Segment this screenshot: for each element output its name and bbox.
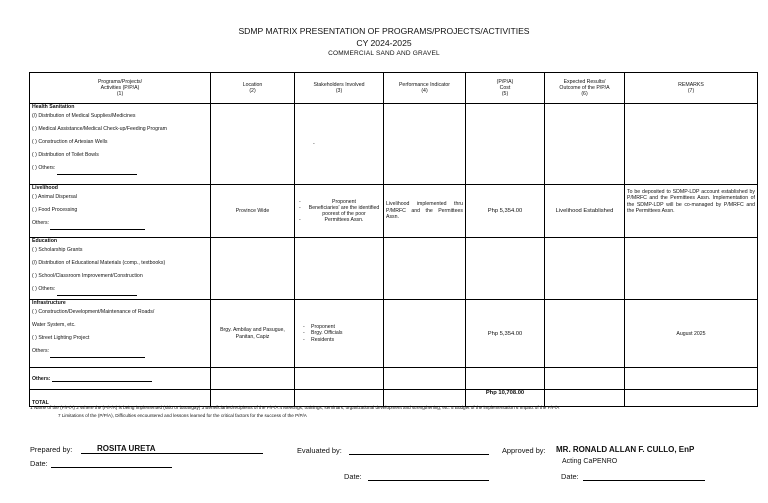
approved-date-label: Date: (561, 472, 579, 481)
list-item: (/) Distribution of Medical Supplies/Medicines (32, 113, 136, 119)
footnote-line-1: 1 Name of the (P/P/A) 2 Where the (P/P/A) is being implemented (sitio or barangay) 3 Beneficiaries/recipients of the P/P/A 4 Meetings, trainings, seminars, organizational development and strengthening, etc. 5 Budget of the implementation 6 Impact of the P/P/A (30, 405, 560, 410)
company-name: COMMERCIAL SAND AND GRAVEL (328, 50, 440, 57)
livelihood-title: Livelihood (32, 185, 58, 191)
list-item: ( ) Food Processing (32, 207, 78, 213)
stakeholder-item: - Beneficiaries' are the identified poorest of the poor (307, 205, 381, 217)
livelihood-remarks: To be deposited to SDMP-LDP account established by P/MRFC and the Permittees Assn. Implementation of the SDMP-LDP will be co-managed by P/MRFC and the Permittees Assn. (625, 185, 758, 238)
evaluated-by-label: Evaluated by: (297, 446, 342, 455)
livelihood-cost: Php 5,354.00 (466, 185, 545, 238)
list-item: ( ) Scholarship Grants (32, 247, 83, 253)
approved-by-label: Approved by: (502, 446, 546, 455)
stakeholder-item: - Permittees Assn. (307, 217, 381, 223)
prepared-date-line (51, 459, 172, 468)
infrastructure-cost: Php 5,354.00 (466, 300, 545, 368)
education-title: Education (32, 238, 58, 244)
livelihood-stakeholders (295, 185, 384, 238)
table-row-total (30, 390, 758, 407)
list-item: Others: (32, 217, 208, 230)
table-header-row (30, 73, 758, 104)
evaluated-date-line (368, 472, 489, 481)
footnote-line-2: 7 Limitations of the (P/P/A), Difficulties encountered and lessons learned for the critical factors for the success of the P/P/A (58, 413, 307, 418)
evaluated-date-label: Date: (344, 472, 362, 481)
table-row-infrastructure (30, 300, 758, 368)
infrastructure-stakeholders (295, 300, 384, 368)
col-header-cost: (P/P/A) Cost (5) (466, 73, 545, 104)
prepared-by-name: ROSITA URETA (81, 444, 263, 454)
list-item: ( ) Distribution of Toilet Bowls (32, 152, 99, 158)
document-title: SDMP MATRIX PRESENTATION OF PROGRAMS/PROJECTS/ACTIVITIES (238, 26, 530, 36)
approved-by-title: Acting CaPENRO (562, 458, 618, 465)
total-label: TOTAL (30, 390, 211, 407)
table-row-others (30, 368, 758, 390)
list-item: Water System, etc. (32, 322, 76, 328)
list-item: ( ) Animal Dispersal (32, 194, 77, 200)
col-header-indicator: Performance Indicator (4) (384, 73, 466, 104)
evaluated-by-line (349, 446, 489, 455)
col-header-remarks: REMARKS (7) (625, 73, 758, 104)
col-header-ppa: Programs/Projects/ Activities (P/P/A) (1) (30, 73, 211, 104)
list-item: (/) Distribution of Educational Materials (comp., textbooks) (32, 260, 166, 266)
table-row-education (30, 238, 758, 300)
livelihood-expected: Livelihood Established (545, 185, 625, 238)
list-item: ( ) Others: (32, 283, 208, 296)
list-item: ( ) Medical Assistance/Medical Check-up/Feeding Program (32, 126, 167, 132)
livelihood-activities (30, 185, 211, 238)
prepared-date-label: Date: (30, 459, 48, 468)
stakeholder-item: - Brgy. Officials (311, 330, 381, 336)
list-item: ( ) Construction/Development/Maintenance of Roads/ (32, 309, 155, 315)
col-header-expected: Expected Results/ Outcome of the P/P/A (6) (545, 73, 625, 104)
list-item: ( ) Construction of Artesian Wells (32, 139, 108, 145)
others-cell: Others: (30, 368, 211, 390)
table-row-livelihood (30, 185, 758, 238)
col-header-location: Location (2) (211, 73, 295, 104)
livelihood-indicator: Livelihood implemented thru P/MRFC and the Permittees Assn. (384, 185, 466, 238)
document-year: CY 2024-2025 (356, 38, 412, 48)
health-title: Health Sanitation (32, 104, 75, 110)
sdmp-matrix-table (29, 72, 758, 407)
infrastructure-title: Infrastructure (32, 300, 66, 306)
list-item: ( ) Street Lighting Project (32, 335, 90, 341)
livelihood-location: Province Wide (211, 185, 295, 238)
list-item: ( ) School/Classroom Improvement/Construction (32, 273, 143, 279)
stakeholder-item: - Proponent (311, 324, 381, 330)
list-item: Others: (32, 345, 208, 358)
stakeholder-item: - Proponent (307, 199, 381, 205)
infrastructure-location: Brgy. Ambilay and Pasugue, Panitan, Capiz (211, 300, 295, 368)
table-row-health (30, 104, 758, 185)
col-header-stakeholders: Stakeholders Involved (3) (295, 73, 384, 104)
approved-date-line (583, 472, 705, 481)
infrastructure-activities (30, 300, 211, 368)
health-stakeholders: - (295, 104, 384, 185)
approved-by-name: MR. RONALD ALLAN F. CULLO, EnP (556, 445, 695, 454)
stakeholder-item: - Residents (311, 337, 381, 343)
list-item: ( ) Others: (32, 162, 208, 175)
education-activities (30, 238, 211, 300)
prepared-by-label: Prepared by: (30, 445, 73, 454)
health-activities (30, 104, 211, 185)
total-cost: Php 10,708.00 (466, 390, 545, 407)
infrastructure-remarks: August 2025 (625, 300, 758, 368)
